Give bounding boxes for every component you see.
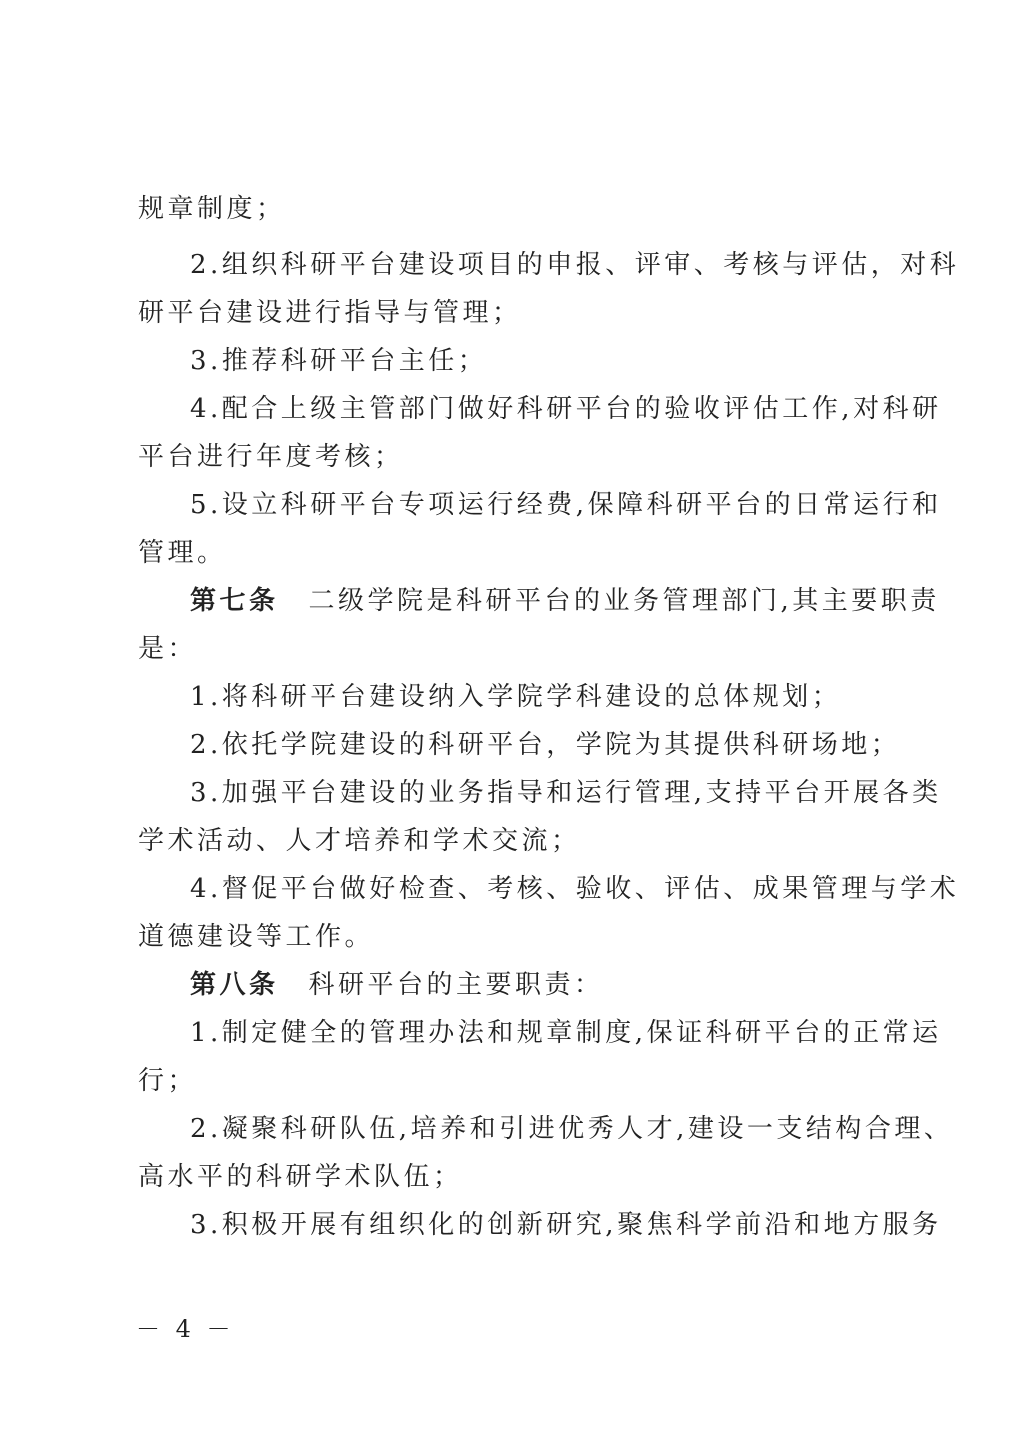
article-8-text: 科研平台的主要职责： bbox=[308, 970, 604, 1000]
text-line: 5.设立科研平台专项运行经费,保障科研平台的日常运行和 bbox=[190, 490, 942, 520]
text-line: 平台进行年度考核； bbox=[138, 442, 404, 472]
article-8-line bbox=[190, 968, 898, 1002]
article-8-heading: 第八条 bbox=[190, 970, 279, 1000]
text-line: 管理。 bbox=[138, 538, 227, 568]
text-line: 3.加强平台建设的业务指导和运行管理,支持平台开展各类 bbox=[190, 778, 942, 808]
text-line: 道德建设等工作。 bbox=[138, 922, 375, 952]
text-line: 2.依托学院建设的科研平台，学院为其提供科研场地； bbox=[190, 730, 901, 760]
text-line: 2.凝聚科研队伍,培养和引进优秀人才,建设一支结构合理、 bbox=[190, 1114, 954, 1144]
text-line: 规章制度； bbox=[138, 194, 286, 224]
article-7-line bbox=[190, 584, 940, 618]
text-line: 行； bbox=[138, 1066, 198, 1096]
text-line: 高水平的科研学术队伍； bbox=[138, 1162, 463, 1192]
text-line: 1.制定健全的管理办法和规章制度,保证科研平台的正常运 bbox=[190, 1018, 942, 1048]
text-line: 学术活动、人才培养和学术交流； bbox=[138, 826, 581, 856]
text-line: 1.将科研平台建设纳入学院学科建设的总体规划； bbox=[190, 682, 842, 712]
text-line: 4.督促平台做好检查、考核、验收、评估、成果管理与学术 bbox=[190, 874, 960, 904]
text-line: 研平台建设进行指导与管理； bbox=[138, 298, 522, 328]
text-line: 是： bbox=[138, 634, 198, 664]
text-line: 4.配合上级主管部门做好科研平台的验收评估工作,对科研 bbox=[190, 394, 942, 424]
article-7-text: 二级学院是科研平台的业务管理部门,其主要职责 bbox=[308, 586, 940, 616]
page-number: － 4 － bbox=[136, 1315, 235, 1343]
text-line: 2.组织科研平台建设项目的申报、评审、考核与评估，对科 bbox=[190, 250, 960, 280]
text-line: 3.推荐科研平台主任； bbox=[190, 346, 488, 376]
article-7-heading: 第七条 bbox=[190, 586, 279, 616]
text-line: 3.积极开展有组织化的创新研究,聚焦科学前沿和地方服务 bbox=[190, 1210, 942, 1240]
